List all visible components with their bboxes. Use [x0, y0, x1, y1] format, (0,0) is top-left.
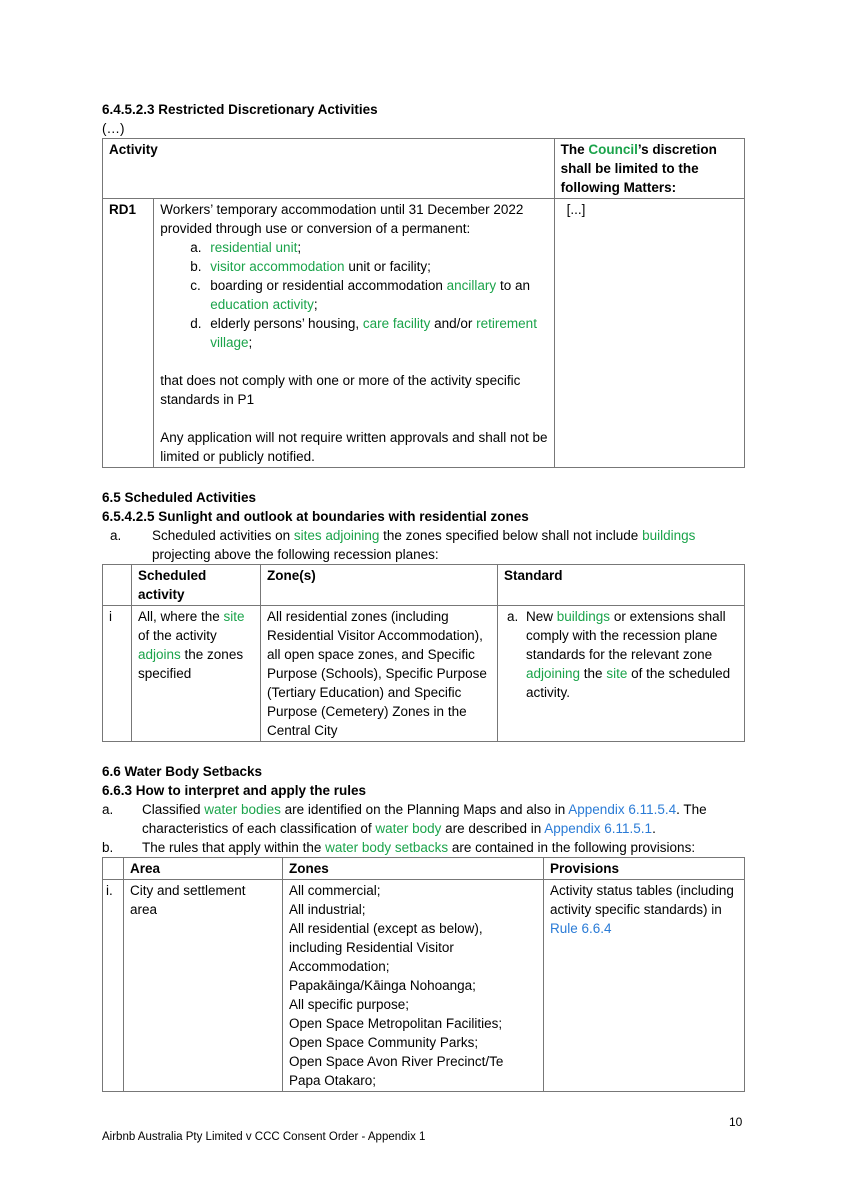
zone-item: Open Space Metropolitan Facilities;	[289, 1016, 503, 1031]
zones-cell	[283, 880, 544, 1092]
site-link-2[interactable]: site	[606, 666, 628, 681]
row-label: i	[103, 606, 132, 742]
water-bodies-link[interactable]: water bodies	[204, 802, 281, 817]
site-link[interactable]: site	[223, 609, 245, 624]
zone-item: All residential (except as below), including Residential Visitor Accommodation;	[289, 921, 483, 974]
zone-item: All industrial;	[289, 902, 366, 917]
col-num	[103, 565, 132, 606]
col-zones: Zone(s)	[261, 565, 498, 606]
list-item: d. elderly persons’ housing, care facility and/or retirement village;	[190, 316, 537, 350]
zones-cell: All residential zones (including Residential Visitor Accommodation), all open space zones, and Specific Purpose (Schools), Specific Purpose (Tertiary Education) and Specific Purpose (Cemetery) Zones in the Central City	[261, 606, 498, 742]
col-activity: Activity	[103, 139, 555, 199]
col-matters: The Council’s discretion shall be limited to the following Matters:	[554, 139, 744, 199]
heading-sunlight-outlook: 6.5.4.2.5 Sunlight and outlook at boundaries with residential zones	[102, 509, 529, 524]
care-facility-link[interactable]: care facility	[362, 316, 431, 331]
standard-item: a. New buildings or extensions shall comply with the recession plane standards for the relevant zone adjoining the site of the scheduled activity.	[507, 609, 731, 700]
page-number: 10	[729, 1115, 743, 1129]
document-page	[102, 100, 745, 1092]
area-cell: City and settlement area	[124, 880, 283, 1092]
row-label: i.	[103, 880, 124, 1092]
table-header-row	[103, 565, 745, 606]
ellipsis-text: (…)	[102, 121, 125, 136]
col-area: Area	[124, 858, 283, 880]
matters-cell: [...]	[554, 199, 744, 468]
col-standard: Standard	[498, 565, 745, 606]
list-item: c. boarding or residential accommodation ancillary to an education activity;	[190, 278, 530, 312]
zone-item: All specific purpose;	[289, 997, 410, 1012]
water-body-setbacks-link[interactable]: water body setbacks	[325, 840, 449, 855]
residential-unit-link[interactable]: residential unit	[210, 240, 298, 255]
zone-item: Open Space Avon River Precinct/Te Papa Otakaro;	[289, 1054, 504, 1088]
appendix-6-11-5-1-link[interactable]: Appendix 6.11.5.1	[544, 821, 653, 836]
water-body-link[interactable]: water body	[375, 821, 442, 836]
provisions-cell: Activity status tables (including activity specific standards) in Rule 6.6.4	[544, 880, 745, 1092]
sites-adjoining-link[interactable]: sites adjoining	[293, 528, 380, 543]
activity-cell: All, where the site of the activity adjoins the zones specified	[132, 606, 261, 742]
water-body-table	[102, 857, 745, 1092]
table-header-row	[103, 139, 745, 199]
rule-6-6-4-link[interactable]: Rule 6.6.4	[550, 921, 612, 936]
heading-scheduled-activities: 6.5 Scheduled Activities	[102, 490, 257, 505]
table-row	[103, 606, 745, 742]
activity-cell	[154, 199, 554, 468]
col-provisions: Provisions	[544, 858, 745, 880]
activity-list	[160, 238, 547, 352]
zone-item: Open Space Community Parks;	[289, 1035, 479, 1050]
zone-item: All commercial;	[289, 883, 381, 898]
appendix-6-11-5-4-link[interactable]: Appendix 6.11.5.4	[568, 802, 677, 817]
activity-para-1: that does not comply with one or more of the activity specific standards in P1	[160, 373, 521, 407]
scheduled-table	[102, 564, 745, 742]
heading-water-body-setbacks: 6.6 Water Body Setbacks	[102, 764, 263, 779]
col-num	[103, 858, 124, 880]
standard-cell	[498, 606, 745, 742]
paragraph-b: b. The rules that apply within the water body setbacks are contained in the following provisions:	[102, 840, 696, 855]
activity-intro: Workers’ temporary accommodation until 31 December 2022 provided through use or conversion of a permanent:	[160, 202, 524, 236]
rd-activities-table	[102, 138, 745, 468]
activity-para-2: Any application will not require written approvals and shall not be limited or publicly notified.	[160, 430, 548, 464]
retirement-village-link[interactable]: retirement village	[210, 316, 537, 350]
scheduled-paragraph: a. Scheduled activities on sites adjoining the zones specified below shall not include buildings projecting above the following recession planes:	[110, 528, 696, 562]
heading-restricted-discretionary: 6.4.5.2.3 Restricted Discretionary Activities	[102, 102, 378, 117]
ancillary-link[interactable]: ancillary	[446, 278, 497, 293]
buildings-link-2[interactable]: buildings	[556, 609, 611, 624]
footer-text: Airbnb Australia Pty Limited v CCC Consent Order - Appendix 1	[102, 1131, 426, 1143]
table-header-row	[103, 858, 745, 880]
visitor-accommodation-link[interactable]: visitor accommodation	[210, 259, 345, 274]
table-row	[103, 880, 745, 1092]
education-activity-link[interactable]: education activity	[210, 297, 314, 312]
list-item: b. visitor accommodation unit or facility;	[190, 259, 431, 274]
table-row	[103, 199, 745, 468]
adjoining-link[interactable]: adjoining	[526, 666, 581, 681]
row-code: RD1	[103, 199, 154, 468]
heading-interpret-rules: 6.6.3 How to interpret and apply the rules	[102, 783, 367, 798]
council-link[interactable]: Council	[588, 142, 638, 157]
adjoins-link[interactable]: adjoins	[138, 647, 181, 662]
list-item: a. residential unit;	[190, 240, 302, 255]
zone-item: Papakāinga/Kāinga Nohoanga;	[289, 978, 476, 993]
col-scheduled-activity: Scheduled activity	[132, 565, 261, 606]
buildings-link[interactable]: buildings	[642, 528, 696, 543]
col-zones: Zones	[283, 858, 544, 880]
paragraph-a: a. Classified water bodies are identified on the Planning Maps and also in Appendix 6.11.5.4. The characteristics of each classification of water body are described in Appendix 6.11.5.1.	[102, 802, 707, 836]
